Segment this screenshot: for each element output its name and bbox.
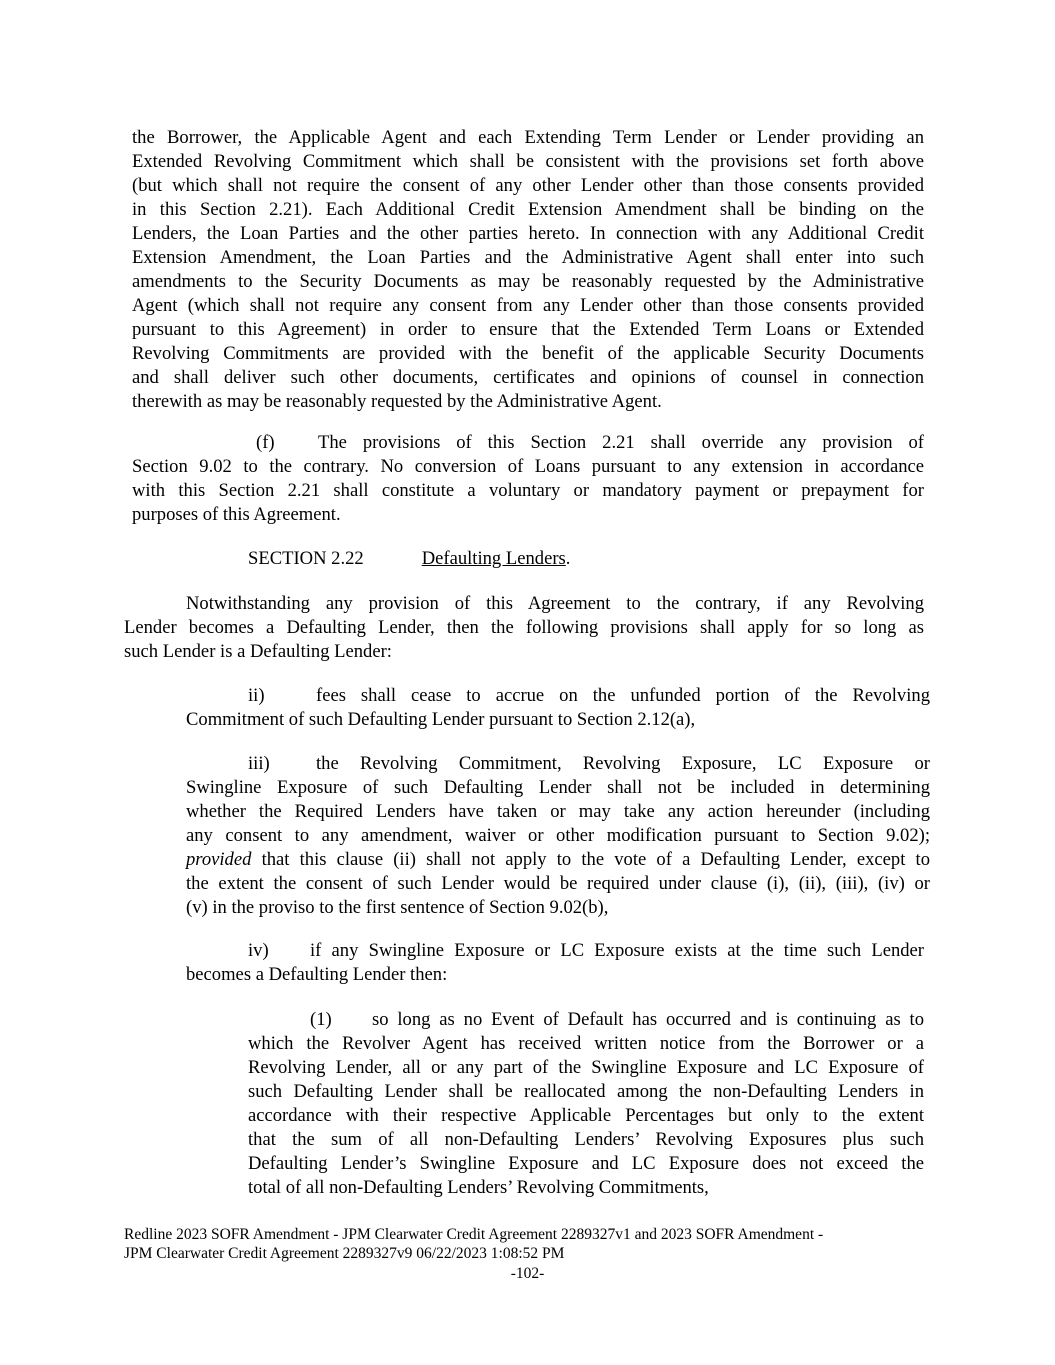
item-label: iii): [248, 753, 270, 774]
text-line: [124, 592, 924, 616]
text-line: the extent the consent of such Lender would be required under clause (i), (ii), (iii), (iv) or: [186, 873, 930, 894]
text-line: whether the Required Lenders have taken or may take any action hereunder (including: [186, 801, 930, 822]
page-number: -102-: [510, 1265, 545, 1282]
text-fragment: that this clause (ii) shall not apply to the vote of a Defaulting Lender, except to: [251, 849, 930, 870]
text-line: such Defaulting Lender shall be reallocated among the non-Defaulting Lenders in: [248, 1081, 924, 1102]
text-line: Lender becomes a Defaulting Lender, then the following provisions shall apply for so long as: [124, 617, 924, 638]
list-item-1: [248, 1008, 924, 1200]
paragraph-clause-f: [132, 431, 924, 527]
text-line: Swingline Exposure of such Defaulting Lender shall not be included in determining: [186, 777, 930, 798]
clause-label: (f): [256, 432, 275, 453]
paragraph-extension-amendment: [132, 126, 924, 414]
paragraph-intro: [124, 592, 924, 664]
text-line: [186, 848, 930, 872]
item-text: so long as no Event of Default has occurred and is continuing as to: [372, 1009, 924, 1030]
footer-line: JPM Clearwater Credit Agreement 2289327v9 06/22/2023 1:08:52 PM: [124, 1245, 565, 1262]
text-line: total of all non-Defaulting Lenders’ Revolving Commitments,: [248, 1177, 709, 1198]
text-line: Commitment of such Defaulting Lender pursuant to Section 2.12(a),: [186, 709, 696, 730]
text-line: [186, 684, 930, 708]
text-line: any consent to any amendment, waiver or other modification pursuant to Section 9.02);: [186, 825, 930, 846]
text-fragment: Notwithstanding any provision of this Agreement to the contrary, if any Revolving: [186, 593, 924, 614]
item-text: fees shall cease to accrue on the unfunded portion of the Revolving: [316, 685, 930, 706]
text-line: pursuant to this Agreement) in order to ensure that the Extended Term Loans or Extended: [132, 319, 924, 340]
section-title: Defaulting Lenders: [421, 548, 566, 569]
item-label: ii): [248, 685, 265, 706]
text-line: Extended Revolving Commitment which shall be consistent with the provisions set forth above: [132, 151, 924, 172]
footer-line: Redline 2023 SOFR Amendment - JPM Clearwater Credit Agreement 2289327v1 and 2023 SOFR Amendment -: [124, 1226, 824, 1243]
text-line: such Lender is a Defaulting Lender:: [124, 641, 392, 662]
text-line: with this Section 2.21 shall constitute a voluntary or mandatory payment or prepayment for: [132, 480, 924, 501]
text-line: accordance with their respective Applicable Percentages but only to the extent: [248, 1105, 924, 1126]
text-line: that the sum of all non-Defaulting Lenders’ Revolving Exposures plus such: [248, 1129, 924, 1150]
item-text: if any Swingline Exposure or LC Exposure exists at the time such Lender: [310, 940, 924, 961]
text-line: and shall deliver such other documents, certificates and opinions of counsel in connection: [132, 367, 924, 388]
clause-text: The provisions of this Section 2.21 shall override any provision of: [318, 432, 924, 453]
section-title-punct: .: [565, 548, 571, 569]
text-line: amendments to the Security Documents as may be reasonably requested by the Administrative: [132, 271, 924, 292]
text-line: becomes a Defaulting Lender then:: [186, 964, 448, 985]
list-item-iv: [186, 939, 924, 987]
text-line: therewith as may be reasonably requested by the Administrative Agent.: [132, 391, 662, 412]
item-text: the Revolving Commitment, Revolving Exposure, LC Exposure or: [316, 753, 930, 774]
item-label: (1): [310, 1009, 332, 1030]
text-line: which the Revolver Agent has received written notice from the Borrower or a: [248, 1033, 924, 1054]
text-line: (v) in the proviso to the first sentence of Section 9.02(b),: [186, 897, 609, 918]
proviso-italic: provided: [186, 849, 252, 870]
section-heading: [248, 547, 570, 571]
text-line: Revolving Commitments are provided with the benefit of the applicable Security Documents: [132, 343, 924, 364]
text-line: purposes of this Agreement.: [132, 504, 341, 525]
section-number: SECTION 2.22: [248, 548, 364, 569]
text-line: [186, 752, 930, 776]
text-line: in this Section 2.21). Each Additional Credit Extension Amendment shall be binding on the: [132, 199, 924, 220]
text-line: [186, 939, 924, 963]
text-line: Extension Amendment, the Loan Parties and the Administrative Agent shall enter into such: [132, 247, 924, 268]
text-line: [248, 1008, 924, 1032]
text-line: Section 9.02 to the contrary. No conversion of Loans pursuant to any extension in accordance: [132, 456, 924, 477]
text-line: Revolving Lender, all or any part of the Swingline Exposure and LC Exposure of: [248, 1057, 924, 1078]
text-line: Agent (which shall not require any consent from any Lender other than those consents provided: [132, 295, 924, 316]
text-line: (but which shall not require the consent of any other Lender other than those consents provided: [132, 175, 924, 196]
text-line: Defaulting Lender’s Swingline Exposure and LC Exposure does not exceed the: [248, 1153, 924, 1174]
text-line: [132, 431, 924, 455]
text-line: Lenders, the Loan Parties and the other parties hereto. In connection with any Additional Credit: [132, 223, 924, 244]
text-line: the Borrower, the Applicable Agent and each Extending Term Lender or Lender providing an: [132, 127, 924, 148]
list-item-ii: [186, 684, 930, 732]
list-item-iii: [186, 752, 930, 920]
item-label: iv): [248, 940, 269, 961]
page-footer: [124, 1225, 924, 1263]
